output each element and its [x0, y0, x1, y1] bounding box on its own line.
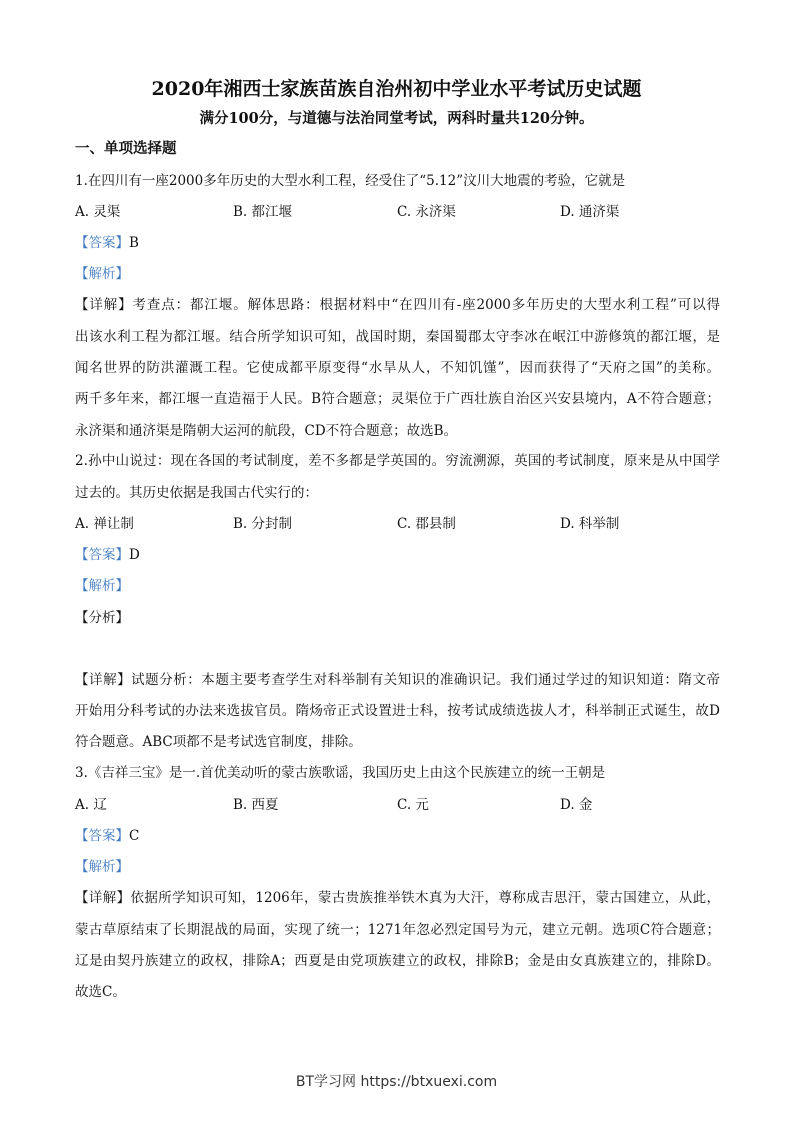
q1-detail-line: 【详解】考查点：都江堰。解体思路：根据材料中“在四川有-座2000多年历史的大型水利工程”可以得	[75, 297, 720, 313]
q2-option-c: C. 郡县制	[397, 516, 456, 532]
answer-label: 【答案】	[75, 828, 129, 844]
answer-value: B	[129, 235, 139, 251]
q3-detail-line: 【详解】依据所学知识可知，1206年，蒙古贵族推举铁木真为大汗，尊称成吉思汗，蒙古国建立，从此，	[75, 890, 720, 906]
question-2-stem: 过去的。其历史依据是我国古代实行的：	[75, 485, 318, 501]
footer-watermark: BT学习网 https://btxuexi.com	[295, 1074, 498, 1090]
question-3-stem: 3.《吉祥三宝》是一.首优美动听的蒙古族歌谣，我国历史上由这个民族建立的统一王朝是	[75, 765, 606, 781]
q3-detail-line: 辽是由契丹族建立的政权，排除A；西夏是由党项族建立的政权，排除B；金是由女真族建立的，排除D。	[75, 953, 720, 969]
question-1-stem: 1.在四川有一座2000多年历史的大型水利工程，经受住了“5.12”汶川大地震的考验，它就是	[75, 173, 626, 189]
document-title: 2020年湘西士家族苗族自治州初中学业水平考试历史试题	[151, 78, 642, 100]
q3-option-a: A. 辽	[75, 797, 107, 813]
q1-detail-line: 闻名世界的防洪灌溉工程。它使成都平原变得“水旱从人，不知饥馑”，因而获得了“天府之国”的美称。	[75, 360, 720, 376]
answer-label: 【答案】	[75, 547, 129, 563]
q2-option-a: A. 禅让制	[75, 516, 134, 532]
q2-detail-line: 开始用分科考试的办法来选拔官员。隋炀帝正式设置进士科，按考试成绩选拔人才，科举制正式诞生，故D	[75, 703, 720, 719]
q2-option-d: D. 科举制	[560, 516, 620, 532]
answer-value: D	[129, 547, 140, 563]
q1-option-c: C. 永济渠	[397, 204, 456, 220]
q1-detail-line: 永济渠和通济渠是隋朝大运河的航段，CD不符合题意；故选B。	[75, 423, 458, 439]
q3-analysis-label: 【解析】	[75, 859, 129, 875]
q2-answer	[75, 546, 720, 564]
q1-option-a: A. 灵渠	[75, 204, 121, 220]
q3-option-d: D. 金	[560, 797, 593, 813]
q1-detail-line: 出该水利工程为都江堰。结合所学知识可知，战国时期，秦国蜀郡太守李冰在岷江中游修筑的都江堰，是	[75, 329, 720, 345]
question-2-stem: 2.孙中山说过：现在各国的考试制度，差不多都是学英国的。穷流溯源，英国的考试制度，原来是从中国学	[75, 453, 720, 469]
q3-detail-line: 蒙古草原结束了长期混战的局面，实现了统一；1271年忽必烈定国号为元，建立元朝。选项C符合题意；	[75, 922, 720, 938]
q2-detail-line: 【详解】试题分析：本题主要考查学生对科举制有关知识的准确识记。我们通过学过的知识知道：隋文帝	[75, 672, 720, 688]
answer-label: 【答案】	[75, 235, 129, 251]
q2-analysis-label: 【解析】	[75, 578, 129, 594]
document-subtitle: 满分100分，与道德与法治同堂考试，两科时量共120分钟。	[199, 110, 594, 127]
q1-option-b: B. 都江堰	[233, 204, 293, 220]
q1-analysis-label: 【解析】	[75, 266, 129, 282]
q2-detail-line: 符合题意。ABC项都不是考试选官制度，排除。	[75, 734, 362, 750]
q2-fenxi-label: 【分析】	[75, 610, 129, 626]
q3-detail-line: 故选C。	[75, 984, 126, 1000]
q1-detail-line: 两千多年来，都江堰一直造福于人民。B符合题意；灵渠位于广西壮族自治区兴安县境内，A不符合题意；	[75, 391, 720, 407]
q3-option-b: B. 西夏	[233, 797, 279, 813]
q1-answer	[75, 234, 720, 252]
section-heading: 一、单项选择题	[75, 140, 177, 157]
q3-answer	[75, 827, 720, 845]
q3-option-c: C. 元	[397, 797, 429, 813]
q2-option-b: B. 分封制	[233, 516, 293, 532]
answer-value: C	[129, 828, 140, 844]
q1-option-d: D. 通济渠	[560, 204, 620, 220]
